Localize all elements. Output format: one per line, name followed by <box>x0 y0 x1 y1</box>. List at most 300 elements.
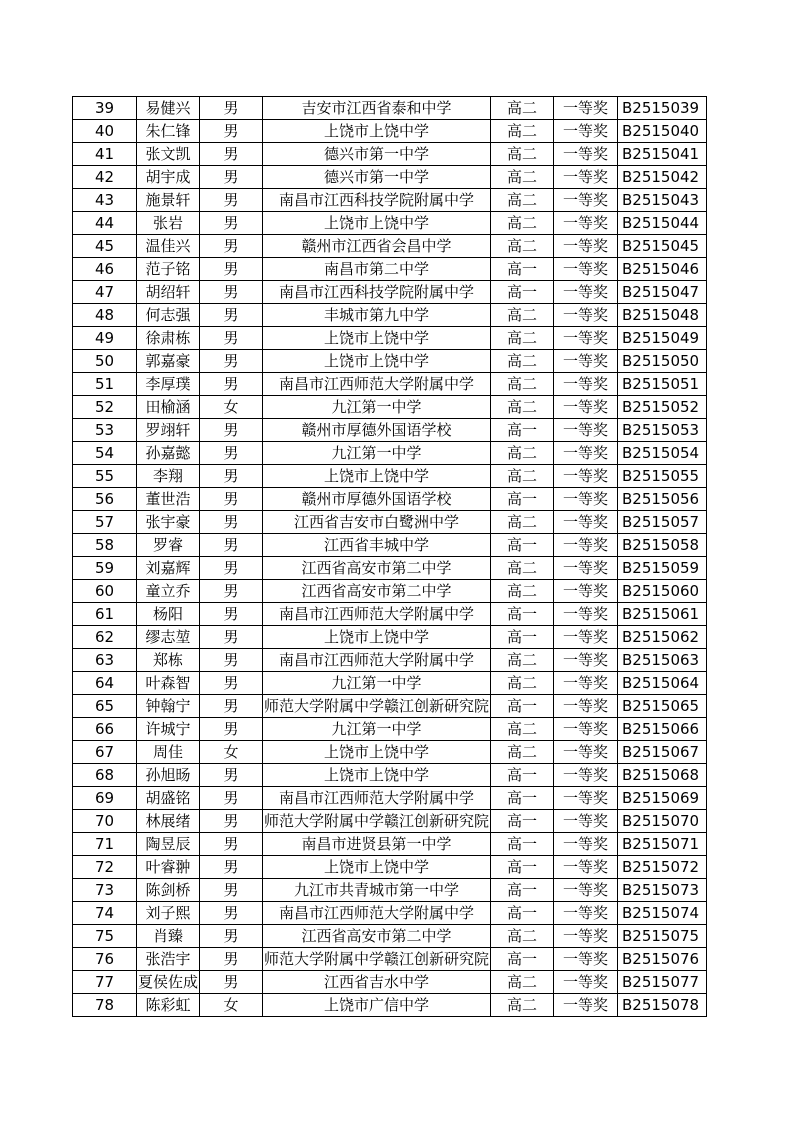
serial-number-cell: 54 <box>73 442 137 465</box>
gender-cell: 男 <box>200 879 263 902</box>
serial-number-cell: 48 <box>73 304 137 327</box>
award-cell: 一等奖 <box>554 304 618 327</box>
name-cell: 徐肃栋 <box>137 327 200 350</box>
serial-number-cell: 60 <box>73 580 137 603</box>
name-cell: 缪志堃 <box>137 626 200 649</box>
name-cell: 夏侯佐成 <box>137 971 200 994</box>
certificate-id-cell: B2515073 <box>618 879 707 902</box>
certificate-id-cell: B2515059 <box>618 557 707 580</box>
award-cell: 一等奖 <box>554 235 618 258</box>
name-cell: 张宇豪 <box>137 511 200 534</box>
grade-cell: 高二 <box>491 235 554 258</box>
serial-number-cell: 57 <box>73 511 137 534</box>
school-cell: 德兴市第一中学 <box>263 166 491 189</box>
serial-number-cell: 44 <box>73 212 137 235</box>
serial-number-cell: 61 <box>73 603 137 626</box>
table-row <box>73 350 707 373</box>
table-row <box>73 810 707 833</box>
gender-cell: 男 <box>200 603 263 626</box>
serial-number-cell: 78 <box>73 994 137 1017</box>
grade-cell: 高二 <box>491 442 554 465</box>
name-cell: 孙嘉懿 <box>137 442 200 465</box>
school-cell: 赣州市厚德外国语学校 <box>263 488 491 511</box>
table-row <box>73 327 707 350</box>
award-cell: 一等奖 <box>554 695 618 718</box>
table-row <box>73 603 707 626</box>
name-cell: 李翔 <box>137 465 200 488</box>
name-cell: 朱仁锋 <box>137 120 200 143</box>
award-cell: 一等奖 <box>554 879 618 902</box>
certificate-id-cell: B2515040 <box>618 120 707 143</box>
gender-cell: 男 <box>200 212 263 235</box>
award-cell: 一等奖 <box>554 672 618 695</box>
grade-cell: 高一 <box>491 419 554 442</box>
serial-number-cell: 64 <box>73 672 137 695</box>
gender-cell: 男 <box>200 511 263 534</box>
award-cell: 一等奖 <box>554 925 618 948</box>
name-cell: 刘嘉辉 <box>137 557 200 580</box>
school-cell: 上饶市上饶中学 <box>263 212 491 235</box>
grade-cell: 高二 <box>491 557 554 580</box>
school-cell: 上饶市广信中学 <box>263 994 491 1017</box>
award-cell: 一等奖 <box>554 626 618 649</box>
table-row <box>73 373 707 396</box>
serial-number-cell: 58 <box>73 534 137 557</box>
table-row <box>73 626 707 649</box>
certificate-id-cell: B2515074 <box>618 902 707 925</box>
school-cell: 丰城市第九中学 <box>263 304 491 327</box>
grade-cell: 高一 <box>491 258 554 281</box>
grade-cell: 高二 <box>491 189 554 212</box>
certificate-id-cell: B2515068 <box>618 764 707 787</box>
grade-cell: 高二 <box>491 994 554 1017</box>
grade-cell: 高二 <box>491 304 554 327</box>
school-cell: 德兴市第一中学 <box>263 143 491 166</box>
serial-number-cell: 39 <box>73 97 137 120</box>
award-cell: 一等奖 <box>554 603 618 626</box>
certificate-id-cell: B2515043 <box>618 189 707 212</box>
table-row <box>73 649 707 672</box>
gender-cell: 男 <box>200 626 263 649</box>
award-cell: 一等奖 <box>554 258 618 281</box>
table-row <box>73 718 707 741</box>
grade-cell: 高二 <box>491 120 554 143</box>
grade-cell: 高二 <box>491 97 554 120</box>
award-cell: 一等奖 <box>554 902 618 925</box>
certificate-id-cell: B2515055 <box>618 465 707 488</box>
serial-number-cell: 66 <box>73 718 137 741</box>
name-cell: 范子铭 <box>137 258 200 281</box>
table-row <box>73 511 707 534</box>
name-cell: 叶森智 <box>137 672 200 695</box>
table-row <box>73 580 707 603</box>
name-cell: 张浩宇 <box>137 948 200 971</box>
award-cell: 一等奖 <box>554 534 618 557</box>
grade-cell: 高一 <box>491 626 554 649</box>
school-cell: 师范大学附属中学赣江创新研究院 <box>263 810 491 833</box>
name-cell: 陶昱辰 <box>137 833 200 856</box>
school-cell: 南昌市进贤县第一中学 <box>263 833 491 856</box>
serial-number-cell: 76 <box>73 948 137 971</box>
award-cell: 一等奖 <box>554 281 618 304</box>
gender-cell: 男 <box>200 442 263 465</box>
grade-cell: 高一 <box>491 856 554 879</box>
serial-number-cell: 71 <box>73 833 137 856</box>
grade-cell: 高二 <box>491 327 554 350</box>
school-cell: 九江市共青城市第一中学 <box>263 879 491 902</box>
school-cell: 九江第一中学 <box>263 672 491 695</box>
name-cell: 董世浩 <box>137 488 200 511</box>
grade-cell: 高二 <box>491 925 554 948</box>
school-cell: 南昌市江西师范大学附属中学 <box>263 373 491 396</box>
certificate-id-cell: B2515039 <box>618 97 707 120</box>
gender-cell: 男 <box>200 97 263 120</box>
award-cell: 一等奖 <box>554 97 618 120</box>
school-cell: 上饶市上饶中学 <box>263 350 491 373</box>
name-cell: 杨阳 <box>137 603 200 626</box>
certificate-id-cell: B2515060 <box>618 580 707 603</box>
school-cell: 九江第一中学 <box>263 718 491 741</box>
name-cell: 周佳 <box>137 741 200 764</box>
award-cell: 一等奖 <box>554 189 618 212</box>
serial-number-cell: 43 <box>73 189 137 212</box>
award-cell: 一等奖 <box>554 327 618 350</box>
school-cell: 江西省吉安市白鹭洲中学 <box>263 511 491 534</box>
gender-cell: 男 <box>200 948 263 971</box>
grade-cell: 高二 <box>491 166 554 189</box>
table-row <box>73 97 707 120</box>
serial-number-cell: 55 <box>73 465 137 488</box>
gender-cell: 男 <box>200 143 263 166</box>
name-cell: 张岩 <box>137 212 200 235</box>
name-cell: 何志强 <box>137 304 200 327</box>
school-cell: 上饶市上饶中学 <box>263 626 491 649</box>
table-row <box>73 764 707 787</box>
name-cell: 肖臻 <box>137 925 200 948</box>
school-cell: 上饶市上饶中学 <box>263 741 491 764</box>
school-cell: 江西省高安市第二中学 <box>263 925 491 948</box>
serial-number-cell: 67 <box>73 741 137 764</box>
school-cell: 赣州市厚德外国语学校 <box>263 419 491 442</box>
name-cell: 李厚璞 <box>137 373 200 396</box>
award-cell: 一等奖 <box>554 442 618 465</box>
serial-number-cell: 52 <box>73 396 137 419</box>
table-row <box>73 143 707 166</box>
serial-number-cell: 74 <box>73 902 137 925</box>
gender-cell: 男 <box>200 925 263 948</box>
gender-cell: 男 <box>200 672 263 695</box>
gender-cell: 女 <box>200 741 263 764</box>
table-row <box>73 902 707 925</box>
serial-number-cell: 69 <box>73 787 137 810</box>
serial-number-cell: 65 <box>73 695 137 718</box>
serial-number-cell: 70 <box>73 810 137 833</box>
table-row <box>73 258 707 281</box>
grade-cell: 高二 <box>491 649 554 672</box>
school-cell: 师范大学附属中学赣江创新研究院 <box>263 948 491 971</box>
certificate-id-cell: B2515071 <box>618 833 707 856</box>
school-cell: 上饶市上饶中学 <box>263 327 491 350</box>
table-row <box>73 442 707 465</box>
serial-number-cell: 51 <box>73 373 137 396</box>
name-cell: 张文凯 <box>137 143 200 166</box>
gender-cell: 男 <box>200 649 263 672</box>
table-row <box>73 235 707 258</box>
gender-cell: 男 <box>200 534 263 557</box>
name-cell: 钟翰宁 <box>137 695 200 718</box>
gender-cell: 男 <box>200 373 263 396</box>
gender-cell: 男 <box>200 120 263 143</box>
grade-cell: 高二 <box>491 971 554 994</box>
award-cell: 一等奖 <box>554 120 618 143</box>
certificate-id-cell: B2515049 <box>618 327 707 350</box>
certificate-id-cell: B2515056 <box>618 488 707 511</box>
serial-number-cell: 50 <box>73 350 137 373</box>
school-cell: 江西省高安市第二中学 <box>263 580 491 603</box>
award-cell: 一等奖 <box>554 856 618 879</box>
grade-cell: 高一 <box>491 603 554 626</box>
table-row <box>73 166 707 189</box>
award-cell: 一等奖 <box>554 373 618 396</box>
table-row <box>73 396 707 419</box>
award-cell: 一等奖 <box>554 649 618 672</box>
certificate-id-cell: B2515067 <box>618 741 707 764</box>
school-cell: 江西省高安市第二中学 <box>263 557 491 580</box>
serial-number-cell: 75 <box>73 925 137 948</box>
award-cell: 一等奖 <box>554 488 618 511</box>
grade-cell: 高一 <box>491 787 554 810</box>
certificate-id-cell: B2515044 <box>618 212 707 235</box>
certificate-id-cell: B2515077 <box>618 971 707 994</box>
table-row <box>73 419 707 442</box>
grade-cell: 高二 <box>491 212 554 235</box>
table-row <box>73 925 707 948</box>
grade-cell: 高一 <box>491 534 554 557</box>
serial-number-cell: 42 <box>73 166 137 189</box>
table-row <box>73 281 707 304</box>
name-cell: 温佳兴 <box>137 235 200 258</box>
name-cell: 孙旭旸 <box>137 764 200 787</box>
school-cell: 上饶市上饶中学 <box>263 120 491 143</box>
name-cell: 胡绍轩 <box>137 281 200 304</box>
gender-cell: 男 <box>200 350 263 373</box>
award-cell: 一等奖 <box>554 741 618 764</box>
school-cell: 南昌市江西科技学院附属中学 <box>263 281 491 304</box>
award-cell: 一等奖 <box>554 143 618 166</box>
gender-cell: 男 <box>200 557 263 580</box>
table-row <box>73 833 707 856</box>
gender-cell: 男 <box>200 488 263 511</box>
award-cell: 一等奖 <box>554 971 618 994</box>
grade-cell: 高二 <box>491 373 554 396</box>
school-cell: 上饶市上饶中学 <box>263 465 491 488</box>
school-cell: 南昌市江西师范大学附属中学 <box>263 649 491 672</box>
name-cell: 陈彩虹 <box>137 994 200 1017</box>
serial-number-cell: 72 <box>73 856 137 879</box>
school-cell: 上饶市上饶中学 <box>263 856 491 879</box>
gender-cell: 男 <box>200 166 263 189</box>
school-cell: 江西省吉水中学 <box>263 971 491 994</box>
table-row <box>73 212 707 235</box>
certificate-id-cell: B2515051 <box>618 373 707 396</box>
gender-cell: 男 <box>200 281 263 304</box>
grade-cell: 高二 <box>491 580 554 603</box>
certificate-id-cell: B2515062 <box>618 626 707 649</box>
table-row <box>73 488 707 511</box>
certificate-id-cell: B2515078 <box>618 994 707 1017</box>
certificate-id-cell: B2515072 <box>618 856 707 879</box>
name-cell: 许城宁 <box>137 718 200 741</box>
table-row <box>73 189 707 212</box>
award-cell: 一等奖 <box>554 580 618 603</box>
serial-number-cell: 40 <box>73 120 137 143</box>
gender-cell: 男 <box>200 718 263 741</box>
award-cell: 一等奖 <box>554 350 618 373</box>
award-cell: 一等奖 <box>554 833 618 856</box>
name-cell: 刘子熙 <box>137 902 200 925</box>
grade-cell: 高一 <box>491 879 554 902</box>
award-cell: 一等奖 <box>554 465 618 488</box>
certificate-id-cell: B2515065 <box>618 695 707 718</box>
certificate-id-cell: B2515061 <box>618 603 707 626</box>
grade-cell: 高一 <box>491 488 554 511</box>
certificate-id-cell: B2515063 <box>618 649 707 672</box>
certificate-id-cell: B2515045 <box>618 235 707 258</box>
grade-cell: 高一 <box>491 695 554 718</box>
award-cell: 一等奖 <box>554 994 618 1017</box>
gender-cell: 男 <box>200 465 263 488</box>
grade-cell: 高一 <box>491 281 554 304</box>
name-cell: 叶睿翀 <box>137 856 200 879</box>
school-cell: 南昌市江西师范大学附属中学 <box>263 902 491 925</box>
table-row <box>73 534 707 557</box>
certificate-id-cell: B2515075 <box>618 925 707 948</box>
school-cell: 南昌市江西科技学院附属中学 <box>263 189 491 212</box>
name-cell: 罗翊轩 <box>137 419 200 442</box>
serial-number-cell: 63 <box>73 649 137 672</box>
award-cell: 一等奖 <box>554 810 618 833</box>
certificate-id-cell: B2515057 <box>618 511 707 534</box>
table-row <box>73 695 707 718</box>
school-cell: 九江第一中学 <box>263 396 491 419</box>
serial-number-cell: 46 <box>73 258 137 281</box>
grade-cell: 高二 <box>491 741 554 764</box>
school-cell: 吉安市江西省泰和中学 <box>263 97 491 120</box>
gender-cell: 男 <box>200 258 263 281</box>
gender-cell: 女 <box>200 994 263 1017</box>
table-row <box>73 948 707 971</box>
gender-cell: 男 <box>200 327 263 350</box>
certificate-id-cell: B2515054 <box>618 442 707 465</box>
certificate-id-cell: B2515047 <box>618 281 707 304</box>
award-cell: 一等奖 <box>554 948 618 971</box>
table-row <box>73 672 707 695</box>
grade-cell: 高二 <box>491 465 554 488</box>
grade-cell: 高二 <box>491 511 554 534</box>
grade-cell: 高二 <box>491 396 554 419</box>
gender-cell: 男 <box>200 833 263 856</box>
table-row <box>73 856 707 879</box>
certificate-id-cell: B2515076 <box>618 948 707 971</box>
grade-cell: 高一 <box>491 833 554 856</box>
certificate-id-cell: B2515050 <box>618 350 707 373</box>
gender-cell: 男 <box>200 764 263 787</box>
name-cell: 施景轩 <box>137 189 200 212</box>
award-cell: 一等奖 <box>554 511 618 534</box>
award-cell: 一等奖 <box>554 787 618 810</box>
serial-number-cell: 53 <box>73 419 137 442</box>
table-row <box>73 304 707 327</box>
table-row <box>73 994 707 1017</box>
school-cell: 南昌市江西师范大学附属中学 <box>263 787 491 810</box>
table-row <box>73 971 707 994</box>
gender-cell: 男 <box>200 189 263 212</box>
award-cell: 一等奖 <box>554 166 618 189</box>
award-cell: 一等奖 <box>554 718 618 741</box>
certificate-id-cell: B2515066 <box>618 718 707 741</box>
gender-cell: 男 <box>200 902 263 925</box>
school-cell: 师范大学附属中学赣江创新研究院 <box>263 695 491 718</box>
grade-cell: 高一 <box>491 902 554 925</box>
school-cell: 上饶市上饶中学 <box>263 764 491 787</box>
name-cell: 郭嘉豪 <box>137 350 200 373</box>
school-cell: 南昌市第二中学 <box>263 258 491 281</box>
serial-number-cell: 59 <box>73 557 137 580</box>
serial-number-cell: 68 <box>73 764 137 787</box>
name-cell: 胡盛铭 <box>137 787 200 810</box>
serial-number-cell: 49 <box>73 327 137 350</box>
gender-cell: 男 <box>200 580 263 603</box>
table-row <box>73 741 707 764</box>
certificate-id-cell: B2515053 <box>618 419 707 442</box>
name-cell: 陈剑桥 <box>137 879 200 902</box>
school-cell: 南昌市江西师范大学附属中学 <box>263 603 491 626</box>
certificate-id-cell: B2515070 <box>618 810 707 833</box>
gender-cell: 男 <box>200 304 263 327</box>
school-cell: 江西省丰城中学 <box>263 534 491 557</box>
certificate-id-cell: B2515046 <box>618 258 707 281</box>
school-cell: 九江第一中学 <box>263 442 491 465</box>
award-cell: 一等奖 <box>554 557 618 580</box>
gender-cell: 男 <box>200 235 263 258</box>
certificate-id-cell: B2515048 <box>618 304 707 327</box>
certificate-id-cell: B2515052 <box>618 396 707 419</box>
gender-cell: 男 <box>200 856 263 879</box>
serial-number-cell: 56 <box>73 488 137 511</box>
award-table <box>72 96 707 1017</box>
award-cell: 一等奖 <box>554 212 618 235</box>
award-cell: 一等奖 <box>554 396 618 419</box>
gender-cell: 男 <box>200 695 263 718</box>
certificate-id-cell: B2515041 <box>618 143 707 166</box>
table-row <box>73 879 707 902</box>
table-row <box>73 787 707 810</box>
grade-cell: 高一 <box>491 810 554 833</box>
serial-number-cell: 45 <box>73 235 137 258</box>
award-cell: 一等奖 <box>554 764 618 787</box>
serial-number-cell: 41 <box>73 143 137 166</box>
name-cell: 郑栋 <box>137 649 200 672</box>
serial-number-cell: 62 <box>73 626 137 649</box>
gender-cell: 男 <box>200 419 263 442</box>
name-cell: 胡宇成 <box>137 166 200 189</box>
table-row <box>73 465 707 488</box>
award-cell: 一等奖 <box>554 419 618 442</box>
grade-cell: 高二 <box>491 350 554 373</box>
serial-number-cell: 73 <box>73 879 137 902</box>
grade-cell: 高二 <box>491 143 554 166</box>
serial-number-cell: 47 <box>73 281 137 304</box>
